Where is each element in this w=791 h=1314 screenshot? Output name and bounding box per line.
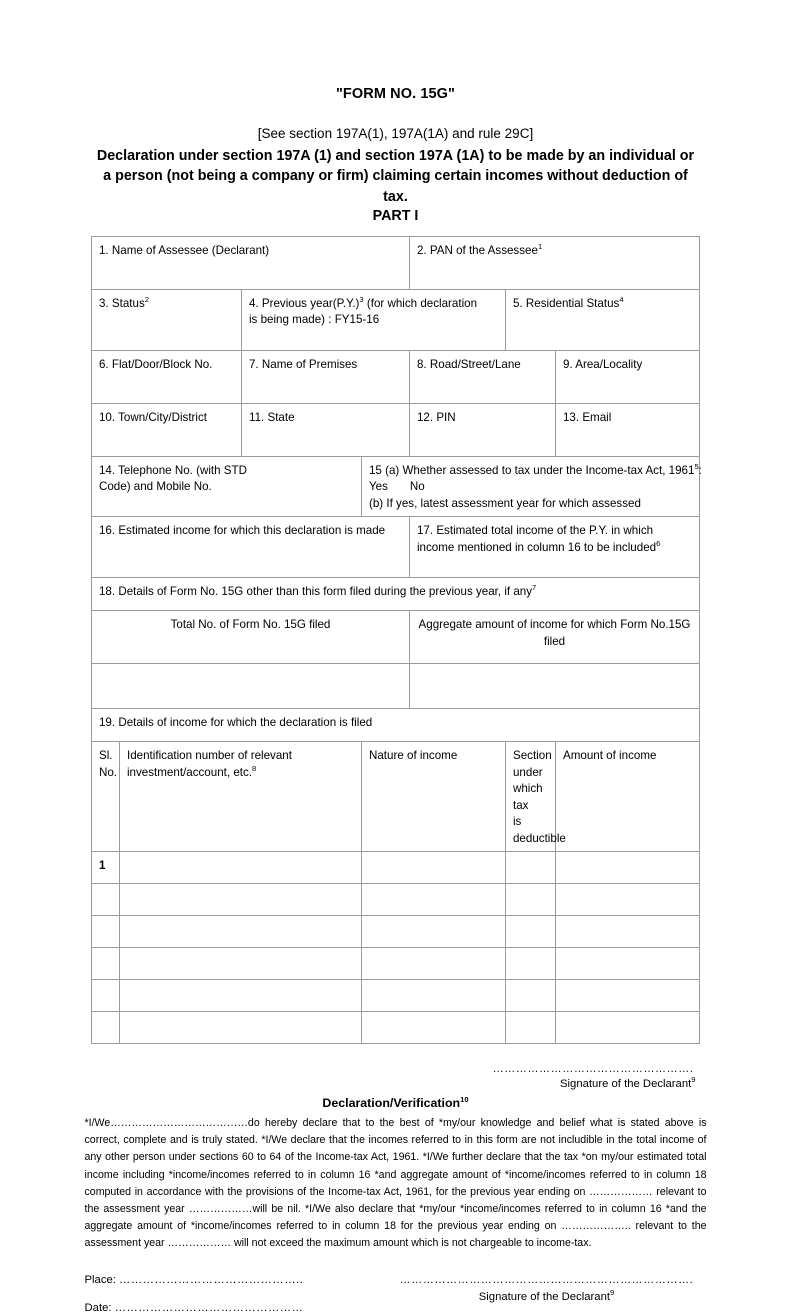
signature-label-text: Signature of the Declarant [560, 1077, 692, 1090]
cell-identification[interactable] [119, 979, 361, 1011]
cell-identification[interactable] [119, 947, 361, 979]
declaration-heading: Declaration under section 197A (1) and section 197A (1A) to be made by an individual or a person (not being a company or firm) claiming certain incomes without deduction of tax. [96, 148, 695, 205]
table-row [91, 883, 699, 915]
field-label: 9. Area/Locality [562, 357, 643, 371]
cell-nature[interactable] [361, 979, 505, 1011]
cell-amount[interactable] [555, 979, 699, 1011]
cell-nature[interactable] [361, 947, 505, 979]
cell-section[interactable] [505, 851, 555, 883]
field-telephone-mobile[interactable] [91, 456, 361, 516]
footnote-marker: 10 [460, 1094, 469, 1104]
table-row [91, 851, 699, 883]
footer-block [85, 1274, 707, 1314]
column-header-label-cont: No. [98, 765, 118, 779]
form-row-9 [91, 664, 699, 709]
field-label: 12. PIN [416, 410, 456, 424]
field-label-no[interactable]: No [409, 480, 425, 494]
cell-identification[interactable] [119, 851, 361, 883]
field-label-cont: Code) and Mobile No. [98, 480, 212, 494]
col-header-aggregate-amount [409, 611, 699, 664]
footnote-marker: 1 [537, 242, 543, 252]
field-label-latest-assessment-year: (b) If yes, latest assessment year for which assessed [368, 496, 641, 510]
field-estimated-total-income[interactable] [409, 517, 699, 578]
cell-identification[interactable] [119, 883, 361, 915]
field-label: 5. Residential Status [512, 296, 620, 310]
footnote-marker: 4 [619, 295, 624, 305]
signature-label [92, 1077, 700, 1092]
column-header-label: Identification number of relevant [126, 749, 292, 763]
table-row [91, 915, 699, 947]
cell-sl-no[interactable] [91, 947, 119, 979]
form-row-5 [91, 456, 699, 516]
form-row-4 [91, 403, 699, 456]
footnote-marker: 9 [610, 1288, 615, 1298]
field-other-15g-details-label [91, 578, 699, 611]
column-header-label-cont2: is deductible [512, 815, 566, 845]
signature-block-top [92, 1062, 700, 1092]
field-area-locality[interactable] [555, 350, 699, 403]
cell-identification[interactable] [119, 915, 361, 947]
col-header-nature-of-income [361, 742, 505, 852]
cell-amount[interactable] [555, 915, 699, 947]
field-label: 18. Details of Form No. 15G other than this form filed during the previous year, if any [98, 585, 533, 599]
column-header-label: Amount of income [562, 749, 657, 763]
signature-label-text: Signature of the Declarant [478, 1290, 610, 1303]
field-label: 3. Status [98, 296, 145, 310]
field-residential-status[interactable] [505, 289, 699, 350]
cell-amount[interactable] [555, 851, 699, 883]
form-row-8 [91, 611, 699, 664]
cell-nature[interactable] [361, 915, 505, 947]
footnote-marker: 5 [694, 462, 699, 472]
field-pan-of-assessee[interactable] [409, 236, 699, 289]
form-row-2 [91, 289, 699, 350]
field-label: 2. PAN of the Assessee [416, 243, 538, 257]
field-label: 19. Details of income for which the declaration is filed [98, 716, 373, 730]
field-label: 11. State [248, 410, 295, 424]
place-label: Place: [84, 1274, 120, 1287]
cell-amount[interactable] [555, 883, 699, 915]
field-label-cont: (for which declaration [363, 296, 478, 310]
field-town-city-district[interactable] [91, 403, 241, 456]
field-label: 13. Email [562, 410, 612, 424]
form-title: "FORM NO. 15G" [335, 86, 456, 102]
column-header-label: Nature of income [368, 749, 458, 763]
field-estimated-income-declaration[interactable] [91, 517, 409, 578]
column-header-label: Sl. [98, 749, 113, 763]
declaration-verification-body: *I/We…………………………………do hereby declare that to the best of *my/our knowledge and belief what is stated above is correct, complete and is truly stated. *I/We declare that the incomes referred to in this form are not includible in the total income of any other person under sections 60 to 64 of the Income-tax Act, 1961. *I/We further declare that the tax *on my/our estimated total income including *income/incomes referred to in column 16 *and aggregate amount of *income/incomes referred to in column 18 computed in accordance with the provisions of the Income-tax Act, 1961, for the previous year ending on ……………… relevant to the assessment year ………………will be nil. *I/We also declare that *my/our *income/incomes referred to in column 16 *and the aggregate amount of *income/incomes referred to in column 18 for the previous year ending on ……………….. relevant to the assessment year ……………… will not exceed the maximum amount which is not chargeable to income-tax. [84, 1117, 707, 1250]
cell-section[interactable] [505, 883, 555, 915]
column-header-label: Aggregate amount of income for which Form No.15G filed [418, 618, 691, 648]
field-label: 15 (a) Whether assessed to tax under the Income-tax Act, 1961 [368, 463, 695, 477]
table-row [91, 947, 699, 979]
cell-sl-no[interactable] [91, 915, 119, 947]
cell-sl-no[interactable] [91, 1011, 119, 1043]
field-name-of-assessee[interactable] [91, 236, 409, 289]
form-row-6 [91, 517, 699, 578]
cell-section[interactable] [505, 915, 555, 947]
field-label: 1. Name of Assessee (Declarant) [98, 243, 270, 257]
footnote-marker: 8 [252, 763, 257, 773]
cell-section[interactable] [505, 979, 555, 1011]
date-label: Date: [84, 1302, 115, 1314]
field-pin[interactable] [409, 403, 555, 456]
cell-section[interactable] [505, 1011, 555, 1043]
input-total-forms-filed[interactable] [91, 664, 409, 709]
column-header-label-cont: which tax [512, 782, 543, 812]
column-header-label: Section under [512, 749, 552, 779]
table-row [91, 979, 699, 1011]
col-header-amount-of-income [555, 742, 699, 852]
col-header-identification-number [119, 742, 361, 852]
field-label-yes: : Yes [368, 463, 702, 494]
form-row-1 [91, 236, 699, 289]
date-dotted-line: ………………………………………… [114, 1302, 304, 1314]
field-status[interactable] [91, 289, 241, 350]
document-header [0, 0, 791, 224]
form-fields-table [91, 236, 700, 1044]
field-label: 10. Town/City/District [98, 410, 208, 424]
field-label: 7. Name of Premises [248, 357, 358, 371]
cell-sl-no[interactable] [91, 979, 119, 1011]
col-header-section-deductible [505, 742, 566, 852]
field-label: 17. Estimated total income of the P.Y. in which [416, 524, 654, 538]
form-row-7 [91, 578, 699, 611]
see-section-reference: [See section 197A(1), 197A(1A) and rule 29C] [257, 126, 534, 141]
field-flat-door-block[interactable] [91, 350, 241, 403]
footnote-marker: 7 [532, 583, 537, 593]
input-aggregate-amount[interactable] [409, 664, 699, 709]
field-assessed-to-tax[interactable] [361, 456, 702, 516]
field-label: 8. Road/Street/Lane [416, 357, 521, 371]
cell-amount[interactable] [555, 1011, 699, 1043]
footnote-marker: 2 [144, 295, 149, 305]
cell-nature[interactable] [361, 851, 505, 883]
cell-amount[interactable] [555, 947, 699, 979]
cell-identification[interactable] [119, 1011, 361, 1043]
field-label: 14. Telephone No. (with STD [98, 463, 247, 477]
table-row [91, 1011, 699, 1043]
field-previous-year[interactable] [241, 289, 505, 350]
cell-nature[interactable] [361, 883, 505, 915]
field-label: 4. Previous year(P.Y.) [248, 296, 360, 310]
declaration-verification-title [0, 1096, 791, 1110]
column-header-label-cont: investment/account, etc. [126, 765, 253, 779]
declaration-title-text: Declaration/Verification [322, 1096, 461, 1111]
income-table-header-row [91, 742, 699, 852]
signature-dotted-line: …………………………………………………………………. [399, 1274, 694, 1287]
field-email[interactable] [555, 403, 699, 456]
field-label-cont: income mentioned in column 16 to be included [416, 540, 657, 554]
form-row-3 [91, 350, 699, 403]
form-row-10 [91, 709, 699, 742]
field-income-details-label [91, 709, 699, 742]
field-road-street-lane[interactable] [409, 350, 555, 403]
field-value-previous-year: is being made) : FY15-16 [248, 313, 380, 327]
field-label: 6. Flat/Door/Block No. [98, 357, 213, 371]
footnote-marker: 3 [359, 295, 364, 305]
cell-sl-no[interactable]: 1 [91, 851, 119, 883]
footnote-marker: 9 [691, 1075, 696, 1085]
part-label: PART I [372, 207, 419, 224]
signature-block-bottom [397, 1272, 697, 1305]
signature-dotted-line: ……………………………………………. [492, 1062, 694, 1075]
field-name-of-premises[interactable] [241, 350, 409, 403]
cell-sl-no[interactable] [91, 883, 119, 915]
signature-label [478, 1288, 615, 1303]
cell-nature[interactable] [361, 1011, 505, 1043]
footnote-marker: 6 [656, 538, 661, 548]
field-label: 16. Estimated income for which this declaration is made [98, 524, 386, 538]
place-dotted-line: ……………………………………….. [119, 1274, 304, 1287]
col-header-total-forms-filed [91, 611, 409, 664]
field-state[interactable] [241, 403, 409, 456]
col-header-sl-no [91, 742, 119, 852]
column-header-label: Total No. of Form No. 15G filed [170, 618, 331, 632]
cell-section[interactable] [505, 947, 555, 979]
